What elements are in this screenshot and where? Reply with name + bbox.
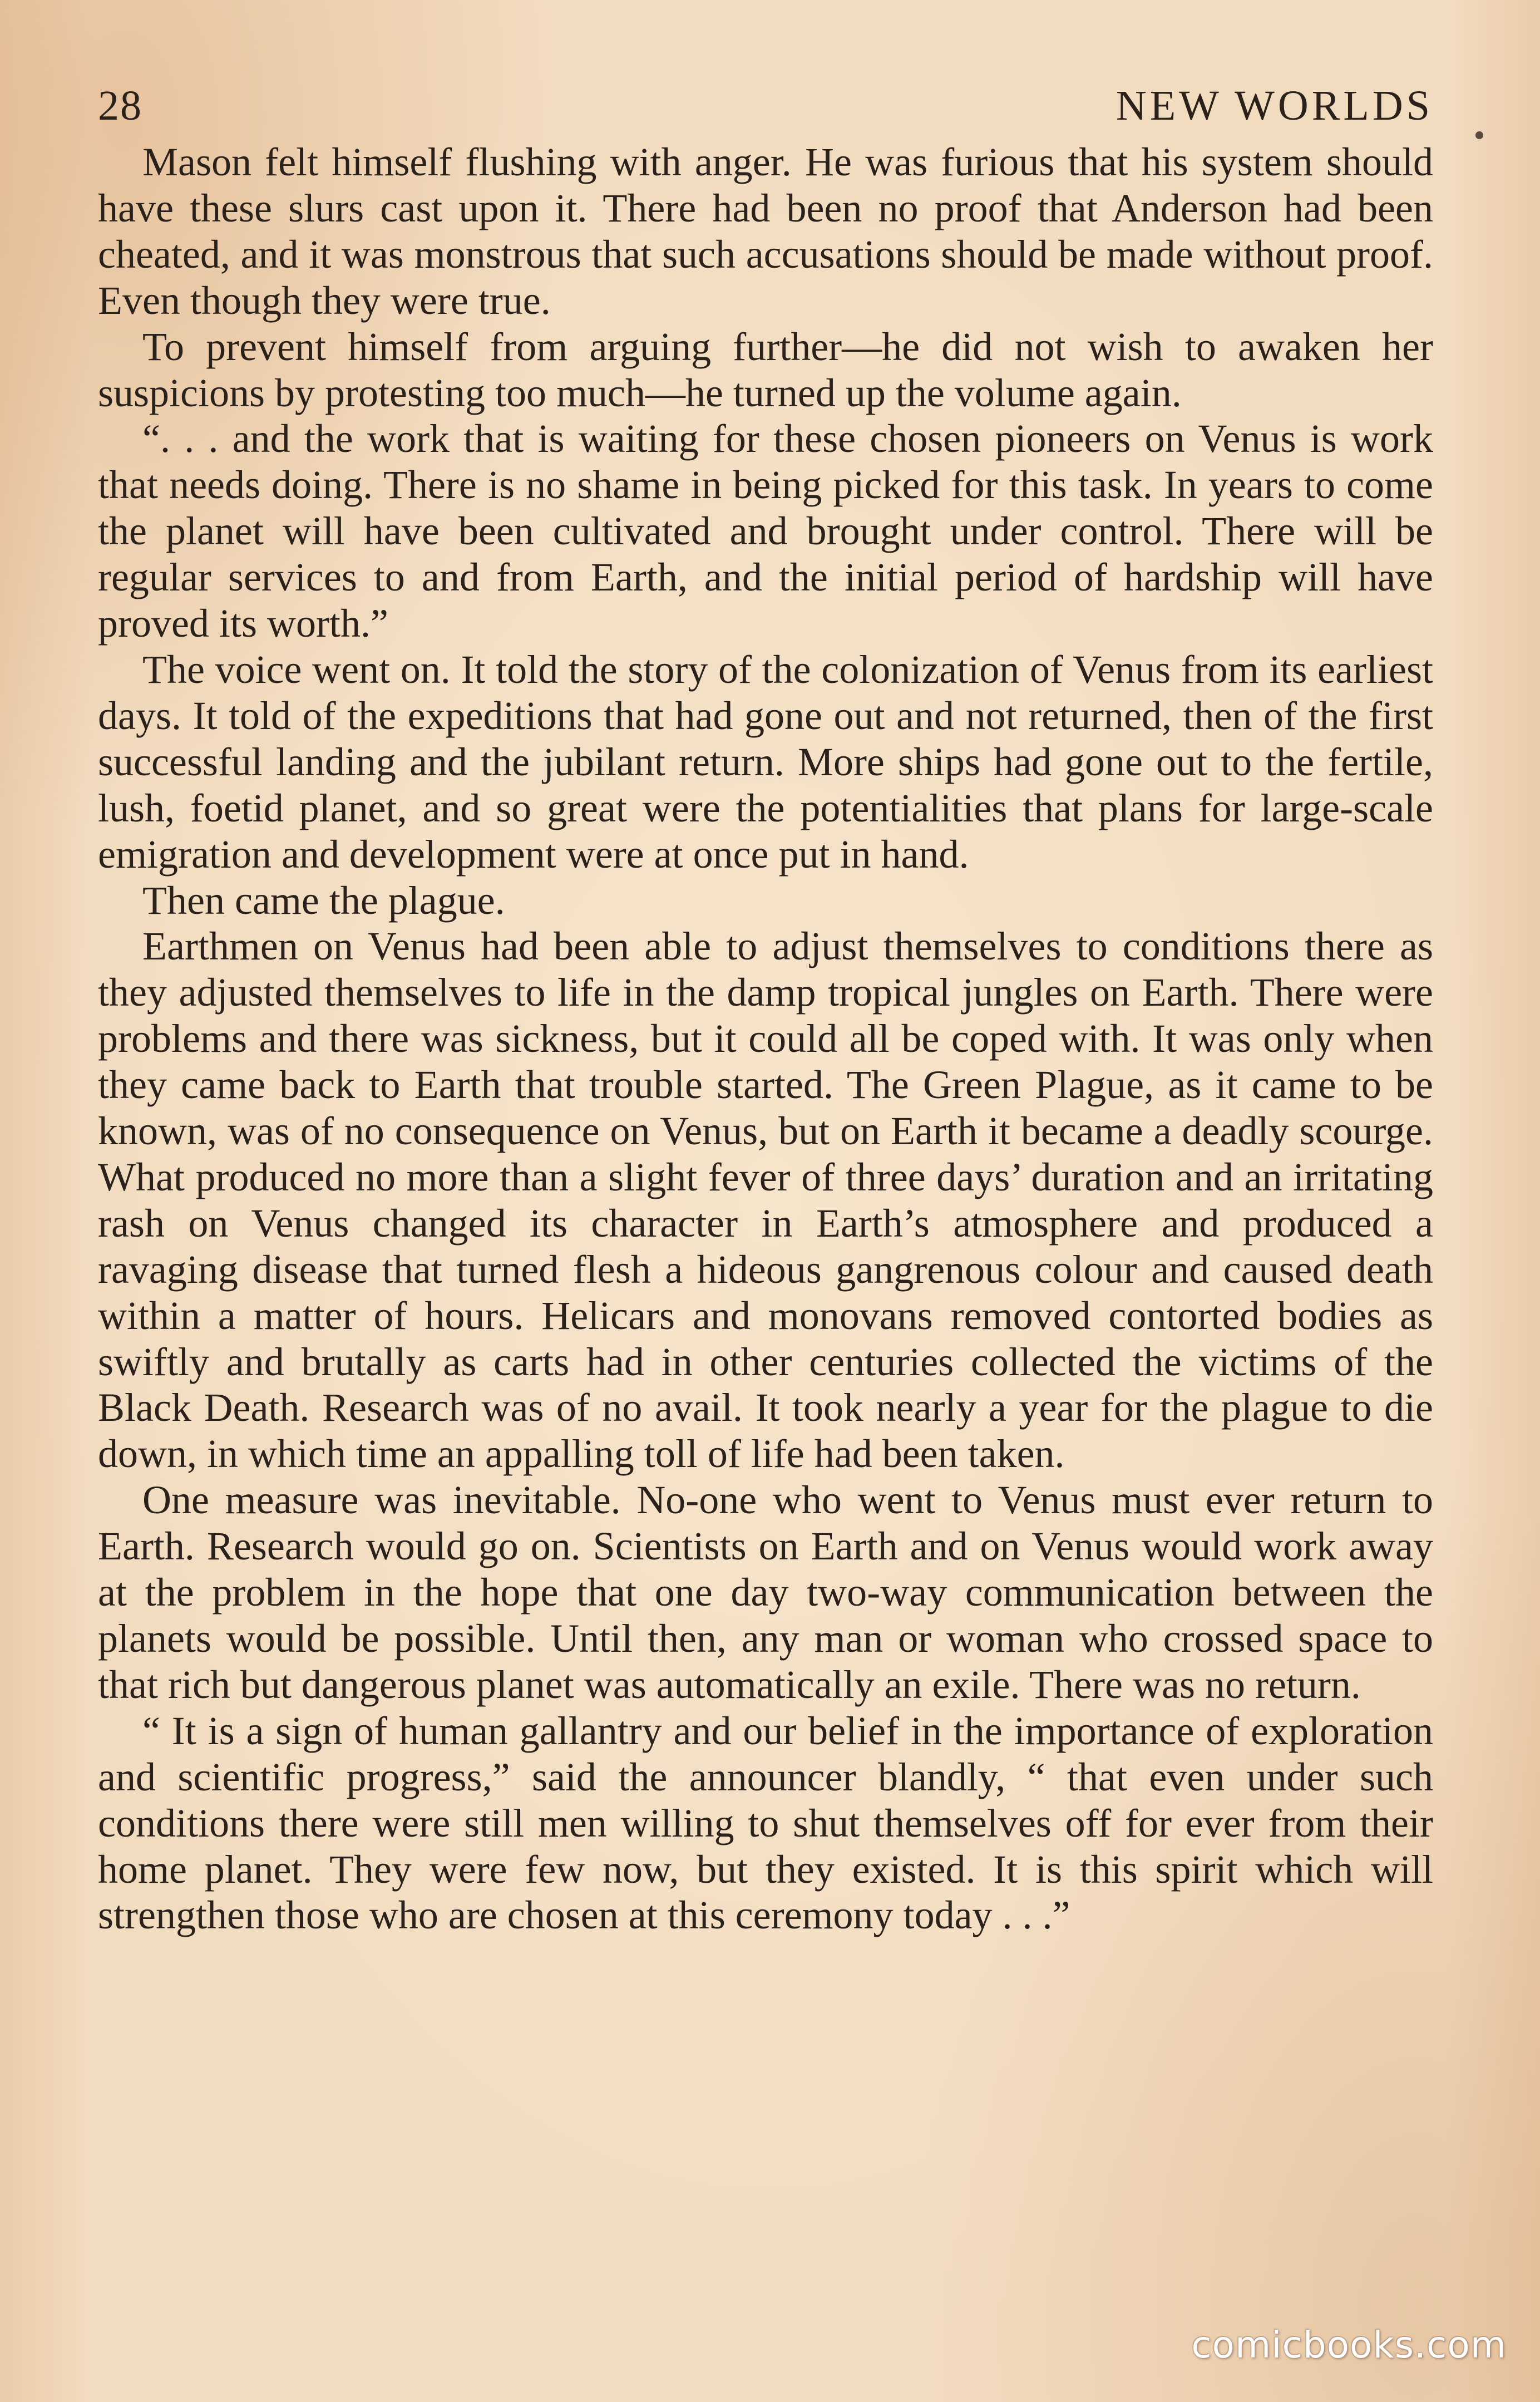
running-head: NEW WORLDS: [1115, 82, 1433, 129]
paragraph: Earthmen on Venus had been able to adjust themselves to conditions there as they adjusted themselves to life in the damp tropical jungles on Earth. There were problems and there was sickness, but it could all be coped with. It was only when they came back to Earth that trouble started. The Green Plague, as it came to be known, was of no consequence on Venus, but on Earth it became a deadly scourge. What produced no more than a slight fever of three days’ duration and an irritating rash on Venus changed its character in Earth’s atmosphere and produced a ravaging disease that turned flesh a hideous gangrenous colour and caused death within a matter of hours. Helicars and monovans removed contorted bodies as swiftly and brutally as carts had in other centuries collected the victims of the Black Death. Research was of no avail. It took nearly a year for the plague to die down, in which time an appalling toll of life had been taken.: [98, 924, 1433, 1476]
paragraph: “ It is a sign of human gallantry and our belief in the importance of exploration and scientific progress,” said the announcer blandly, “ that even under such conditions there were still men willing to shut themselves off for ever from their home planet. They were few now, but they existed. It is this spirit which will strengthen those who are chosen at this ceremony today . . .”: [98, 1708, 1433, 1938]
paragraph: The voice went on. It told the story of the colonization of Venus from its earliest days. It told of the expeditions that had gone out and not returned, then of the first successful landing and the jubilant return. More ships had gone out to the fertile, lush, foetid planet, and so great were the potentialities that plans for large-scale emigration and development were at once put in hand.: [98, 647, 1433, 877]
book-page: [98, 78, 1433, 1938]
ink-speck: [1475, 131, 1483, 139]
watermark: comicbooks.com: [1191, 2324, 1507, 2366]
paragraph: One measure was inevitable. No-one who went to Venus must ever return to Earth. Research would go on. Scientists on Earth and on Venus would work away at the problem in the hope that one day two-way communication between the planets would be possible. Until then, any man or woman who crossed space to that rich but dangerous planet was automatically an exile. There was no return.: [98, 1478, 1433, 1707]
paragraph: Mason felt himself flushing with anger. He was furious that his system should have these slurs cast upon it. There had been no proof that Anderson had been cheated, and it was monstrous that such accusations should be made without proof. Even though they were true.: [98, 140, 1433, 323]
paragraph: Then came the plague.: [142, 878, 505, 923]
paragraph: “. . . and the work that is waiting for these chosen pioneers on Venus is work that needs doing. There is no shame in being picked for this task. In years to come the planet will have been cultivated and brought under control. There will be regular services to and from Earth, and the initial period of hardship will have proved its worth.”: [98, 416, 1433, 646]
paragraph: To prevent himself from arguing further—he did not wish to awaken her suspicions by protesting too much—he turned up the volume again.: [98, 324, 1433, 415]
body-text: [98, 139, 1433, 1938]
page-header: [98, 78, 1433, 139]
page-number: 28: [98, 82, 142, 129]
